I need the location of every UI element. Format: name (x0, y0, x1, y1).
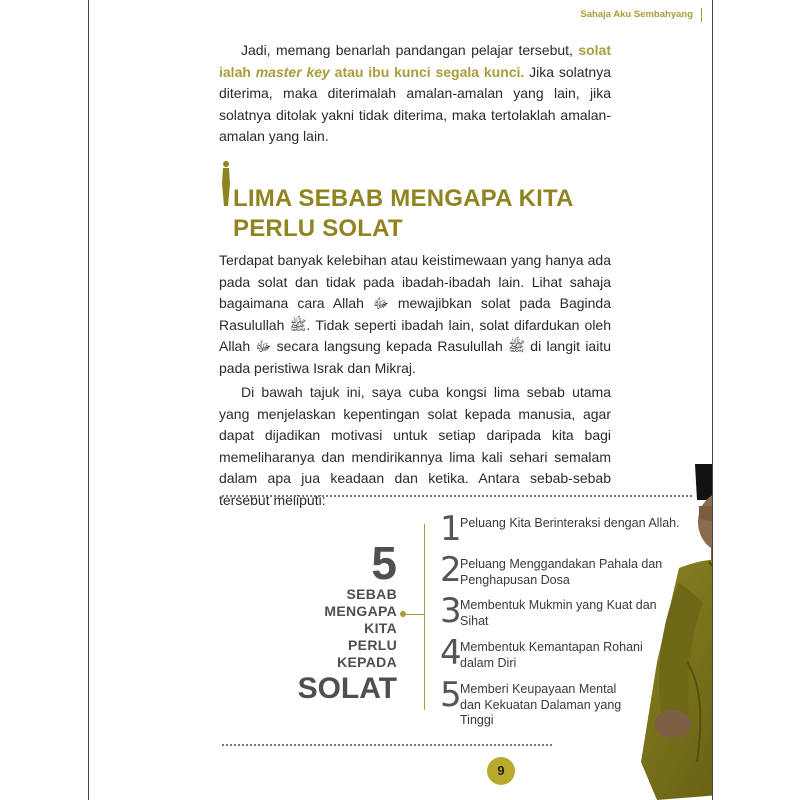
reason-number: 2 (440, 550, 462, 590)
reason-number: 1 (440, 509, 462, 549)
reason-text: Peluang Kita Berinteraksi dengan Allah. (460, 516, 680, 530)
reason-text: Membentuk Mukmin yang Kuat dan Sihat (460, 598, 657, 628)
paragraph-3 (219, 382, 611, 511)
lead-number: 5 (371, 537, 397, 589)
section-heading (233, 184, 574, 244)
reasons-vertical-line (424, 524, 425, 710)
standing-person-silhouette-icon (220, 160, 232, 208)
intro-paragraph (219, 40, 611, 148)
praying-man-illustration (617, 462, 713, 800)
lead-final-word: SOLAT (297, 672, 397, 705)
paragraph-3-text: Di bawah tajuk ini, saya cuba kongsi lima sebab utama yang menjelaskan kepentingan solat kepada manusia, agar dapat dijadikan motivasi untuk setiap daripada kita bagi memeliharanya dan mendirikannya lima kali sehari semalam dalam apa jua keadaan dan ketika. Antara sebab-sebab tersebut meliputi: (219, 384, 611, 508)
reason-number: 4 (440, 633, 462, 673)
lead-word-1: SEBAB (346, 586, 397, 602)
reason-text: Memberi Keupayaan Mental dan Kekuatan Dalaman yang Tinggi (460, 682, 622, 727)
intro-highlight-start: solat ialah (219, 42, 611, 80)
lead-word-4: PERLU (348, 637, 397, 653)
lead-word-3: KITA (364, 620, 397, 636)
reason-text: Membentuk Kemantapan Rohani dalam Diri (460, 640, 643, 670)
book-page (88, 0, 713, 800)
reason-text: Peluang Menggandakan Pahala dan Penghapusan Dosa (460, 557, 663, 587)
intro-highlight-end: atau ibu kunci segala kunci. (329, 63, 525, 80)
heading-line-2: PERLU SOLAT (233, 215, 403, 242)
running-head: Sahaja Aku Sembahyang (580, 8, 702, 22)
reason-number: 5 (440, 675, 462, 715)
lead-word-5: KEPADA (337, 654, 397, 670)
divider-bottom (222, 744, 552, 746)
lead-block (297, 537, 397, 705)
reason-number: 3 (440, 591, 462, 631)
heading-line-1: LIMA SEBAB MENGAPA KITA (233, 185, 574, 212)
intro-highlight-italic: master key (255, 63, 330, 80)
lead-word-2: MENGAPA (324, 603, 397, 619)
connector-dot (400, 611, 406, 617)
page-number: 9 (487, 757, 515, 785)
intro-after: Jika solatnya diterima, maka diterimalah amalan-amalan yang lain, jika solatnya ditolak yakni tidak diterima, maka tertolaklah amalan-amalan yang lain. (219, 63, 612, 144)
paragraph-2: Terdapat banyak kelebihan atau keistimewaan yang hanya ada pada solat dan tidak pada ibadah-ibadah lain. Lihat sahaja bagaimana cara Allah ﷻ mewajibkan solat pada Baginda Rasulullah ﷺ. Tidak seperti ibadah lain, solat difardukan oleh Allah ﷻ secara langsung kepada Rasulullah ﷺ di langit iaitu pada peristiwa Israk dan Mikraj. (219, 252, 612, 376)
intro-before: Jadi, memang benarlah pandangan pelajar tersebut, (241, 42, 579, 58)
